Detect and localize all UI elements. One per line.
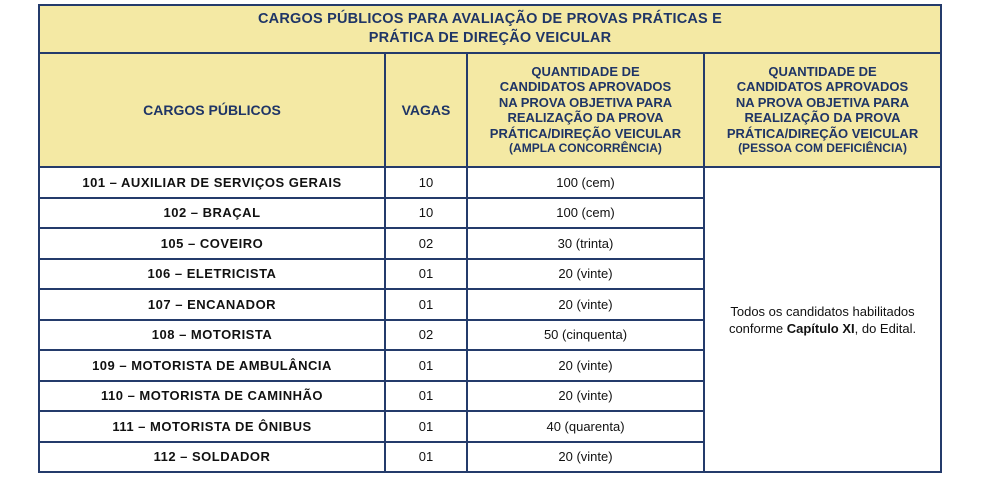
cargo-cell: 106 – ELETRICISTA <box>39 259 385 290</box>
table-title-line1: CARGOS PÚBLICOS PARA AVALIAÇÃO DE PROVAS PRÁTICAS E <box>258 11 723 27</box>
cargo-cell: 107 – ENCANADOR <box>39 289 385 320</box>
vagas-cell: 01 <box>385 442 467 473</box>
cargo-cell: 109 – MOTORISTA DE AMBULÂNCIA <box>39 350 385 381</box>
vagas-cell: 01 <box>385 350 467 381</box>
vagas-cell: 01 <box>385 289 467 320</box>
vagas-cell: 02 <box>385 320 467 351</box>
header-ampla-line: QUANTIDADE DE <box>531 63 640 79</box>
header-ampla-note: (AMPLA CONCORRÊNCIA) <box>509 141 662 155</box>
quantidade-cell: 100 (cem) <box>467 198 704 229</box>
vagas-cell: 02 <box>385 228 467 259</box>
cargos-table <box>38 4 942 473</box>
header-ampla-line: CANDIDATOS APROVADOS <box>499 79 672 94</box>
vagas-cell: 01 <box>385 259 467 290</box>
header-ampla-line: REALIZAÇÃO DA PROVA <box>507 110 664 125</box>
header-vagas: VAGAS <box>385 53 467 167</box>
vagas-cell: 01 <box>385 381 467 412</box>
quantidade-cell: 20 (vinte) <box>467 442 704 473</box>
table-title-line2: PRÁTICA DE DIREÇÃO VEICULAR <box>368 30 612 46</box>
header-pcd-line: QUANTIDADE DE <box>768 63 877 79</box>
header-pcd-line: REALIZAÇÃO DA PROVA <box>744 110 901 125</box>
vagas-cell: 01 <box>385 411 467 442</box>
header-pessoa-com-deficiencia <box>704 53 941 167</box>
vagas-cell: 10 <box>385 167 467 198</box>
cargo-cell: 108 – MOTORISTA <box>39 320 385 351</box>
header-ampla-line: NA PROVA OBJETIVA PARA <box>498 94 673 110</box>
quantidade-cell: 20 (vinte) <box>467 289 704 320</box>
document-table-wrapper <box>38 4 940 473</box>
quantidade-cell: 20 (vinte) <box>467 259 704 290</box>
cargo-cell: 105 – COVEIRO <box>39 228 385 259</box>
header-pcd-line: NA PROVA OBJETIVA PARA <box>735 94 910 110</box>
table-row <box>39 167 941 198</box>
pcd-text-capitulo: Capítulo XI <box>786 320 855 336</box>
pcd-text-line2-prefix: conforme <box>728 320 787 336</box>
header-pcd-line: PRÁTICA/DIREÇÃO VEICULAR <box>726 125 919 141</box>
vagas-cell: 10 <box>385 198 467 229</box>
cargo-cell: 112 – SOLDADOR <box>39 442 385 473</box>
quantidade-cell: 100 (cem) <box>467 167 704 198</box>
quantidade-cell: 50 (cinquenta) <box>467 320 704 351</box>
quantidade-cell: 30 (trinta) <box>467 228 704 259</box>
header-cargos: CARGOS PÚBLICOS <box>39 53 385 167</box>
pcd-merged-cell <box>704 167 941 472</box>
quantidade-cell: 20 (vinte) <box>467 350 704 381</box>
header-ampla-line: PRÁTICA/DIREÇÃO VEICULAR <box>489 125 682 141</box>
quantidade-cell: 20 (vinte) <box>467 381 704 412</box>
header-ampla-concorrencia <box>467 53 704 167</box>
header-pcd-line: CANDIDATOS APROVADOS <box>736 79 909 94</box>
cargo-cell: 101 – AUXILIAR DE SERVIÇOS GERAIS <box>39 167 385 198</box>
cargo-cell: 111 – MOTORISTA DE ÔNIBUS <box>39 411 385 442</box>
pcd-text-line2-suffix: , do Edital. <box>854 320 917 336</box>
cargo-cell: 102 – BRAÇAL <box>39 198 385 229</box>
quantidade-cell: 40 (quarenta) <box>467 411 704 442</box>
header-pcd-note: (PESSOA COM DEFICIÊNCIA) <box>738 141 907 155</box>
cargo-cell: 110 – MOTORISTA DE CAMINHÃO <box>39 381 385 412</box>
pcd-text-line1: Todos os candidatos habilitados <box>730 303 915 319</box>
table-title <box>39 5 941 53</box>
